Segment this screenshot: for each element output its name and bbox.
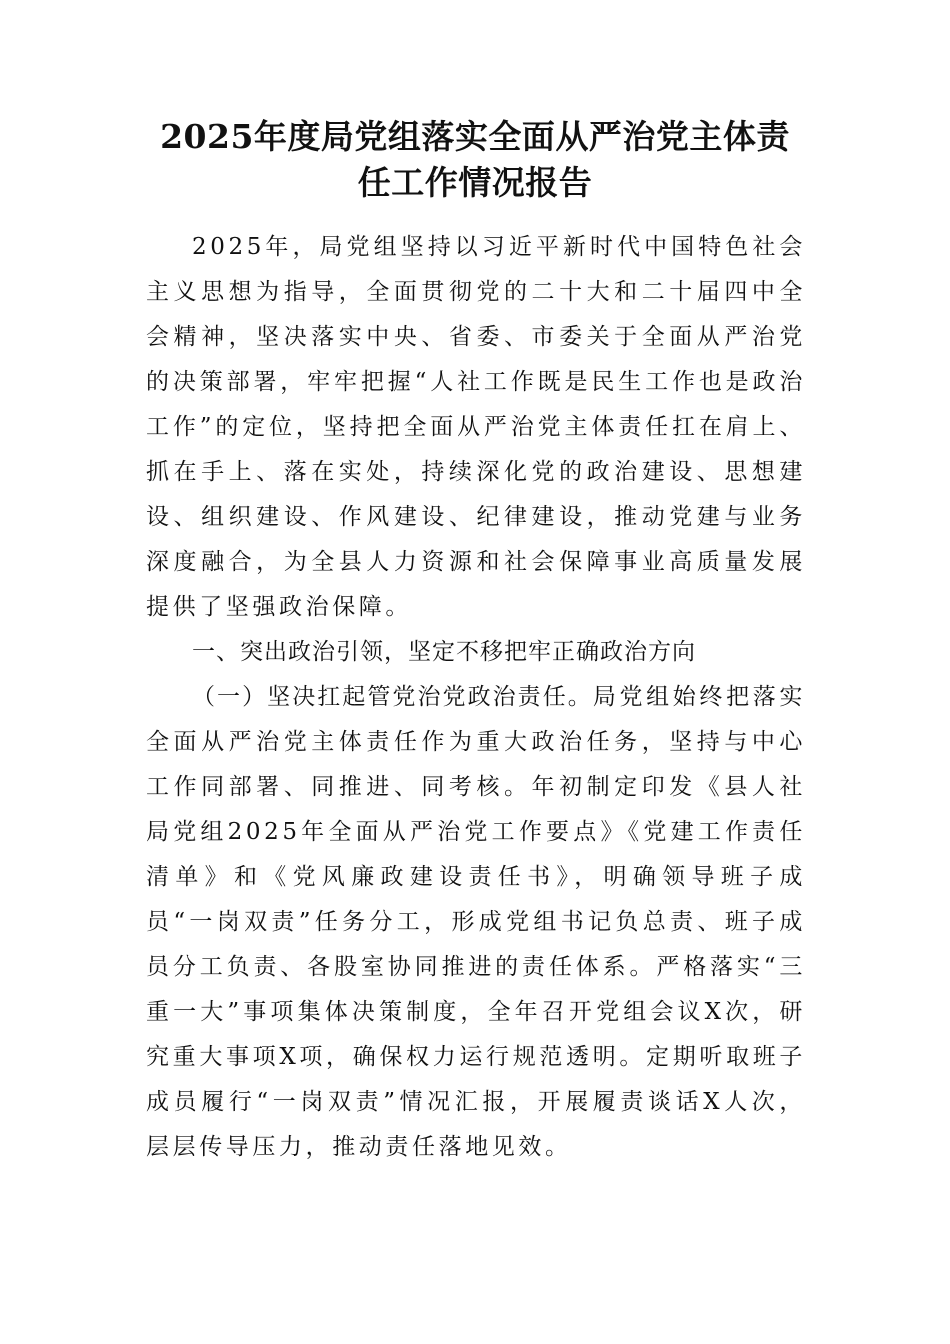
title-line-2: 任工作情况报告 xyxy=(357,163,593,202)
subsection-1-heading: （一）坚决扛起管党治党政治责任。 xyxy=(192,684,593,710)
section-1-heading: 一、突出政治引领，坚定不移把牢正确政治方向 xyxy=(192,639,696,665)
subsection-1-text: 局党组始终把落实全面从严治党主体责任作为重大政治任务，坚持与中心工作同部署、同推进、同考核。年初制定印发《县人社局党组2025年全面从严治党工作要点》《党建工作责任清单》和《党风廉政建设责任书》，明确领导班子成员“一岗双责”任务分工，形成党组书记负总责、班子成员分工负责、各股室协同推进的责任体系。严格落实“三重一大”事项集体决策制度，全年召开党组会议X次，研究重大事项X项，确保权力运行规范透明。定期听取班子成员履行“一岗双责”情况汇报，开展履责谈话X人次，层层传导压力，推动责任落地见效。 xyxy=(146,684,806,1160)
subsection-1-paragraph xyxy=(146,675,806,1170)
document-title xyxy=(140,114,810,206)
intro-paragraph: 2025年，局党组坚持以习近平新时代中国特色社会主义思想为指导，全面贯彻党的二十大和二十届四中全会精神，坚决落实中央、省委、市委关于全面从严治党的决策部署，牢牢把握“人社工作既是民生工作也是政治工作”的定位，坚持把全面从严治党主体责任扛在肩上、抓在手上、落在实处，持续深化党的政治建设、思想建设、组织建设、作风建设、纪律建设，推动党建与业务深度融合，为全县人力资源和社会保障事业高质量发展提供了坚强政治保障。 xyxy=(146,234,806,620)
title-line-1: 2025年度局党组落实全面从严治党主体责 xyxy=(160,117,790,156)
document-body xyxy=(146,225,806,1170)
